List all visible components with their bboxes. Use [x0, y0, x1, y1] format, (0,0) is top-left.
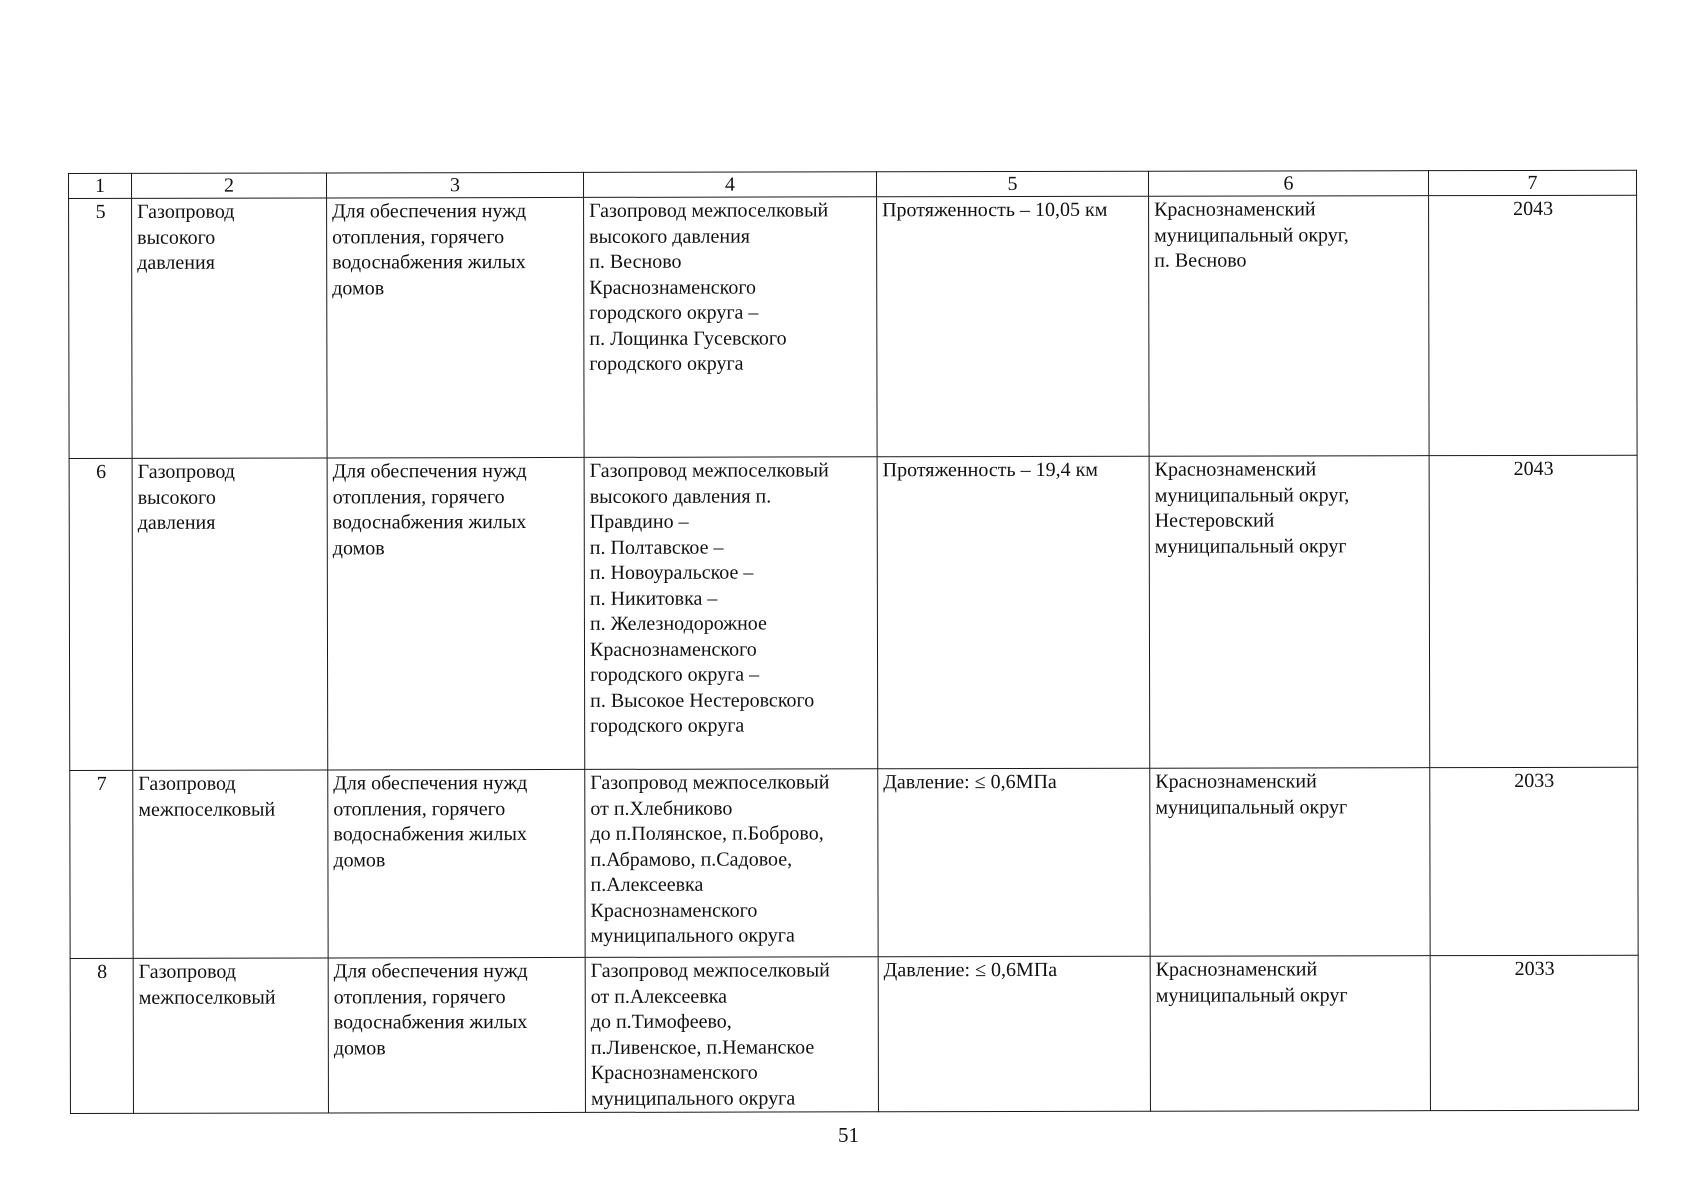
row-number-cell: 7 [70, 770, 133, 958]
cell-text-line: давления [137, 511, 216, 534]
cell-text-line: Газопровод межпоселковый [589, 459, 829, 482]
characteristic-cell: Протяженность – 19,4 км [877, 456, 1150, 769]
cell-text-line: водоснабжения жилых [333, 1011, 528, 1034]
gas-pipeline-table [68, 170, 1639, 1114]
cell-text-line: Краснознаменского [589, 638, 757, 661]
column-header: 7 [1428, 170, 1636, 195]
cell-text-line: Газопровод межпоселковый [590, 771, 830, 794]
cell-text-line: высокого давления п. [589, 485, 772, 508]
cell-text-line: домов [332, 536, 385, 559]
cell-text-line: до п.Полянское, п.Боброво, [590, 822, 824, 845]
characteristic-cell: Протяженность – 10,05 км [877, 196, 1150, 457]
cell-text-line: Газопровод межпоселковый [589, 199, 829, 222]
cell-text-line: муниципального округа [590, 1086, 796, 1110]
cell-text-line: отопления, горячего [333, 797, 506, 820]
cell-text-line: Для обеспечения нужд [333, 772, 528, 795]
cell-text-line: п.Алексеевка [590, 873, 704, 896]
cell-text-line: городского округа – [589, 301, 759, 324]
row-number-cell: 6 [69, 458, 133, 770]
cell-text-line: п. Новоуральское – [589, 561, 754, 584]
cell-text-line: водоснабжения жилых [332, 511, 527, 534]
table-row [70, 955, 1638, 1113]
cell-text-line: отопления, горячего [332, 225, 505, 248]
location-cell [1150, 956, 1430, 1112]
cell-text-line: межпоселковый [138, 798, 276, 821]
column-header: 3 [327, 172, 584, 198]
cell-text-line: Для обеспечения нужд [332, 460, 527, 483]
cell-text-line: высокого [137, 226, 216, 249]
object-name-cell [132, 458, 328, 770]
page-number: 51 [838, 1123, 859, 1147]
column-header: 4 [583, 172, 876, 198]
cell-text-line: Газопровод [138, 960, 237, 983]
cell-text-line: п. Лощинка Гусевского [589, 326, 787, 350]
cell-text-line: высокого давления [589, 225, 751, 248]
cell-text-line: Правдино – [589, 510, 689, 533]
cell-text-line: муниципальный округ, [1154, 223, 1349, 247]
cell-text-line: Газопровод [138, 772, 236, 795]
characteristic-cell: Давление: ≤ 0,6МПа [878, 956, 1150, 1112]
cell-text-line: городского округа [590, 714, 745, 737]
cell-text-line: высокого [137, 486, 216, 509]
description-cell [585, 769, 878, 958]
table-row [70, 767, 1638, 958]
cell-text-line: п. Никитовка – [589, 587, 718, 610]
cell-text-line: Газопровод межпоселковый [590, 959, 830, 982]
cell-text-line: домов [333, 1036, 386, 1059]
cell-text-line: от п.Алексеевка [590, 985, 728, 1008]
description-cell [584, 457, 878, 770]
cell-text-line: п.Ливенское, п.Неманское [590, 1035, 815, 1059]
cell-text-line: городского округа [589, 352, 744, 375]
year-cell: 2043 [1429, 455, 1638, 767]
cell-text-line: давления [137, 251, 215, 274]
cell-text-line: домов [332, 276, 385, 299]
object-name-cell [133, 770, 328, 958]
cell-text-line: п.Абрамово, п.Садовое, [590, 847, 793, 871]
row-number-cell: 5 [69, 198, 133, 458]
cell-text-line: домов [333, 848, 386, 871]
year-cell: 2033 [1430, 767, 1638, 955]
purpose-cell [328, 957, 585, 1113]
cell-text-line: от п.Хлебниково [590, 797, 733, 820]
location-cell [1149, 456, 1430, 769]
location-cell [1150, 768, 1430, 957]
cell-text-line: водоснабжения жилых [332, 251, 526, 274]
cell-text-line: Краснознаменского [590, 899, 758, 922]
cell-text-line: муниципальный округ, [1154, 483, 1350, 507]
purpose-cell [328, 769, 585, 958]
cell-text-line: Нестеровский [1154, 509, 1275, 532]
cell-text-line: Краснознаменский [1154, 198, 1316, 221]
cell-text-line: муниципальный округ [1155, 983, 1348, 1007]
column-header: 6 [1148, 171, 1428, 197]
cell-text-line: п. Весново [589, 250, 682, 273]
purpose-cell [327, 457, 585, 770]
cell-text-line: муниципальный округ [1155, 795, 1348, 819]
year-cell: 2043 [1429, 195, 1638, 455]
row-number-cell: 8 [70, 958, 133, 1113]
cell-text-line: п. Железнодорожное [589, 612, 767, 635]
cell-text-line: отопления, горячего [332, 485, 505, 508]
cell-text-line: муниципальный округ [1154, 534, 1347, 558]
purpose-cell [327, 197, 585, 458]
cell-text-line: п. Высокое Нестеровского [590, 688, 815, 712]
characteristic-cell: Давление: ≤ 0,6МПа [878, 768, 1150, 957]
cell-text-line: Газопровод [137, 200, 235, 223]
cell-text-line: Газопровод [137, 460, 235, 483]
description-cell [585, 957, 878, 1113]
cell-text-line: муниципального округа [590, 924, 795, 947]
table-row [69, 195, 1638, 458]
table-row [69, 455, 1638, 770]
column-header: 1 [69, 173, 132, 198]
cell-text-line: городского округа – [590, 663, 760, 686]
cell-text-line: до п.Тимофеево, [590, 1010, 732, 1033]
cell-text-line: отопления, горячего [333, 985, 506, 1008]
cell-text-line: Краснознаменский [1155, 958, 1318, 981]
cell-text-line: межпоселковый [138, 986, 276, 1009]
cell-text-line: Краснознаменского [590, 1061, 758, 1084]
column-header: 5 [876, 171, 1148, 197]
description-cell [584, 197, 878, 458]
location-cell [1149, 196, 1430, 457]
cell-text-line: п. Весново [1154, 249, 1247, 272]
object-name-cell [132, 198, 328, 458]
object-name-cell [133, 958, 328, 1113]
cell-text-line: Для обеспечения нужд [332, 200, 527, 223]
year-cell: 2033 [1430, 955, 1638, 1110]
cell-text-line: водоснабжения жилых [333, 823, 527, 846]
cell-text-line: Для обеспечения нужд [333, 960, 528, 983]
cell-text-line: Краснознаменского [589, 276, 757, 299]
column-header: 2 [132, 173, 327, 198]
table-header-row [69, 170, 1637, 198]
cell-text-line: п. Полтавское – [589, 536, 724, 559]
cell-text-line: Краснознаменский [1155, 770, 1317, 793]
cell-text-line: Краснознаменский [1154, 458, 1317, 481]
